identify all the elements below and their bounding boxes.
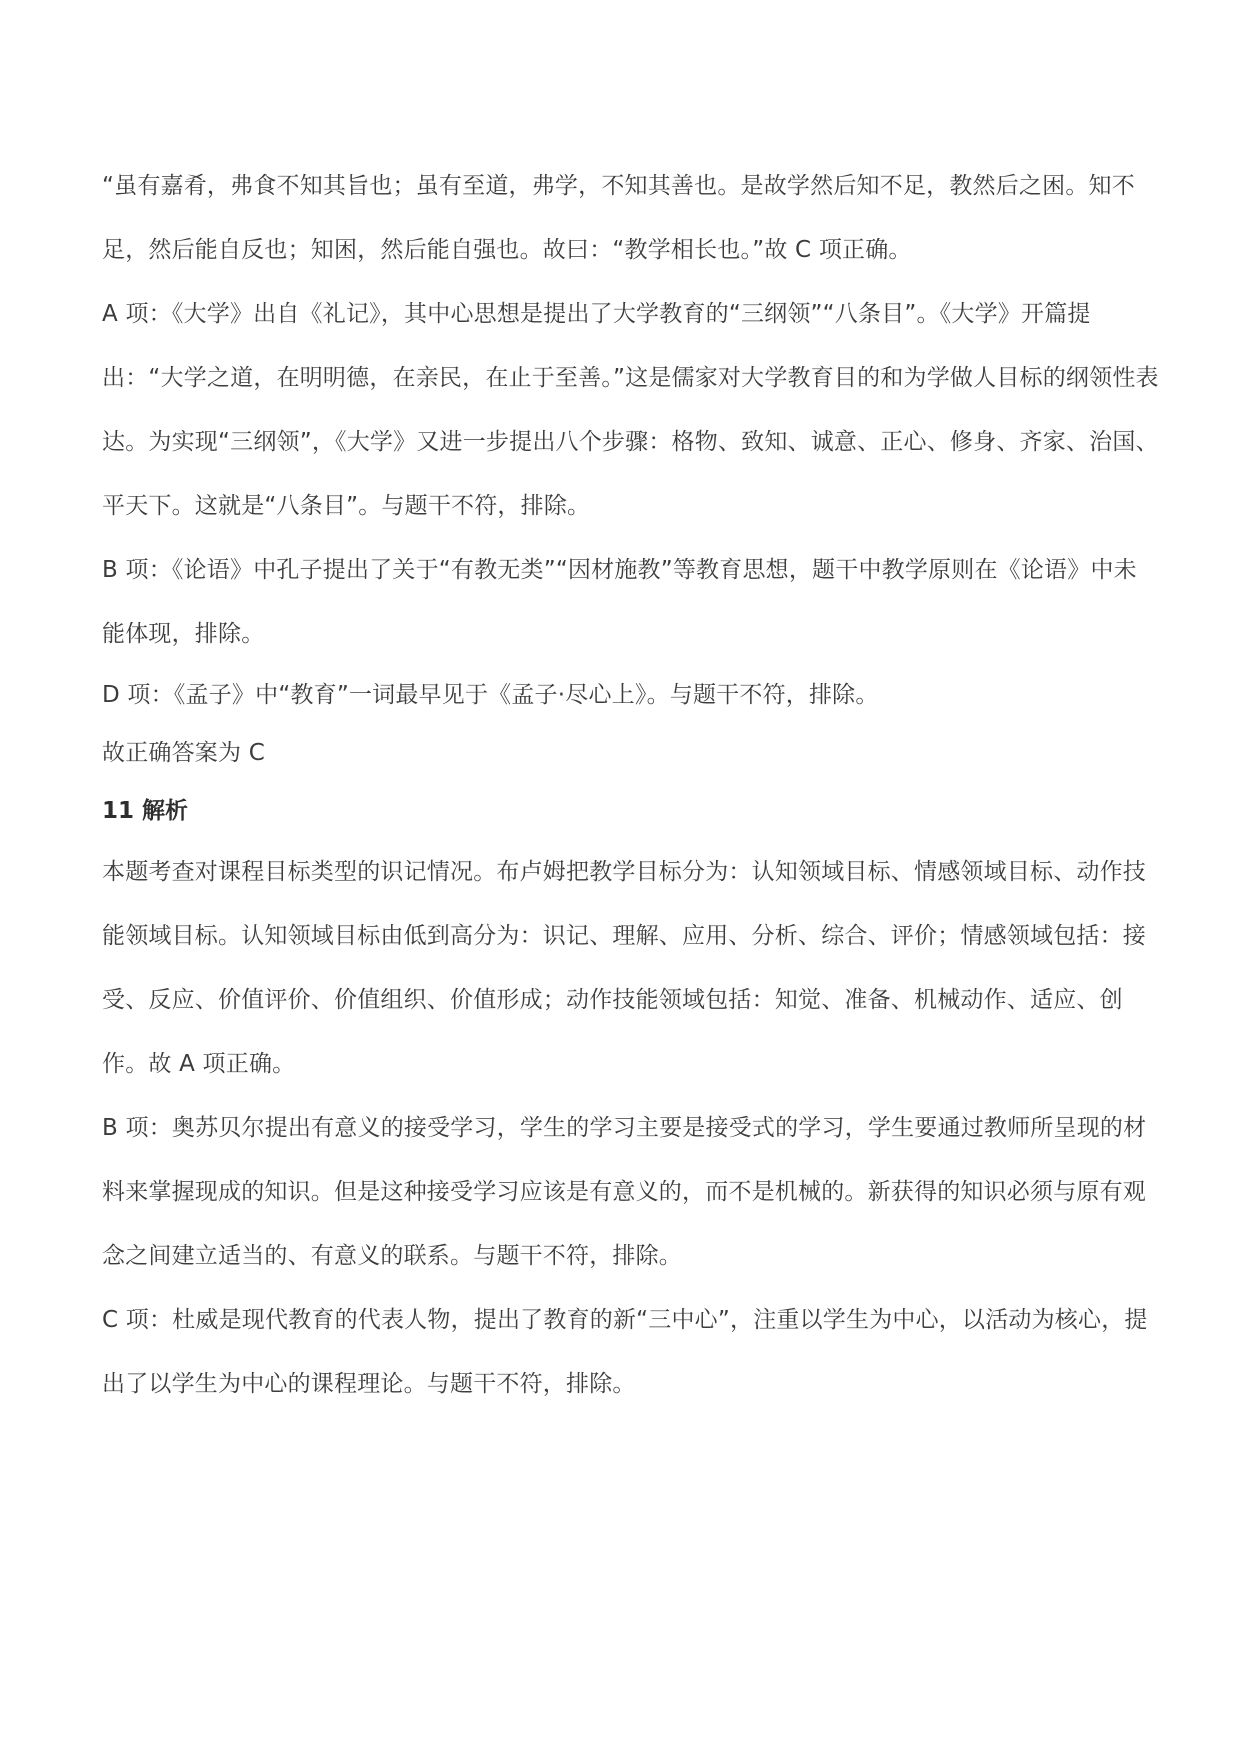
paragraph-option-d-mengzi: D 项：《孟子》中“教育”一词最早见于《孟子·尽心上》。与题干不符，排除。 [102,682,879,708]
paragraph-option-c-dewey: C 项：杜威是现代教育的代表人物，提出了教育的新“三中心”，注重以学生为中心，以活动为核心，提出了以学生为中心的课程理论。与题干不符，排除。 [102,1307,1148,1397]
paragraph-option-b-lunyu: B 项：《论语》中孔子提出了关于“有教无类”“因材施教”等教育思想，题干中教学原则在《论语》中未能体现，排除。 [102,557,1137,647]
answer-line: 故正确答案为 C [102,740,265,766]
paragraph-bloom-objectives: 本题考查对课程目标类型的识记情况。布卢姆把教学目标分为：认知领域目标、情感领域目标、动作技能领域目标。认知领域目标由低到高分为：识记、理解、应用、分析、综合、评价；情感领域包括：接受、反应、价值评价、价值组织、价值形成；动作技能领域包括：知觉、准备、机械动作、适应、创作。故 A 项正确。 [102,859,1146,1077]
paragraph-quote-conclusion: “虽有嘉肴，弗食不知其旨也；虽有至道，弗学，不知其善也。是故学然后知不足，教然后之困。知不足，然后能自反也；知困，然后能自强也。故曰：“教学相长也。”故 C 项正确。 [102,173,1135,263]
document-page [102,154,1160,1416]
paragraph-option-a-daxue: A 项：《大学》出自《礼记》，其中心思想是提出了大学教育的“三纲领”“八条目”。《大学》开篇提出：“大学之道，在明明德，在亲民，在止于至善。”这是儒家对大学教育目的和为学做人目标的纲领性表达。为实现“三纲领”，《大学》又进一步提出八个步骤：格物、致知、诚意、正心、修身、齐家、治国、平天下。这就是“八条目”。与题干不符，排除。 [102,301,1159,519]
paragraph-option-b-ausubel: B 项：奥苏贝尔提出有意义的接受学习，学生的学习主要是接受式的学习，学生要通过教师所呈现的材料来掌握现成的知识。但是这种接受学习应该是有意义的，而不是机械的。新获得的知识必须与原有观念之间建立适当的、有意义的联系。与题干不符，排除。 [102,1115,1147,1269]
section-heading-11: 11 解析 [102,798,189,824]
